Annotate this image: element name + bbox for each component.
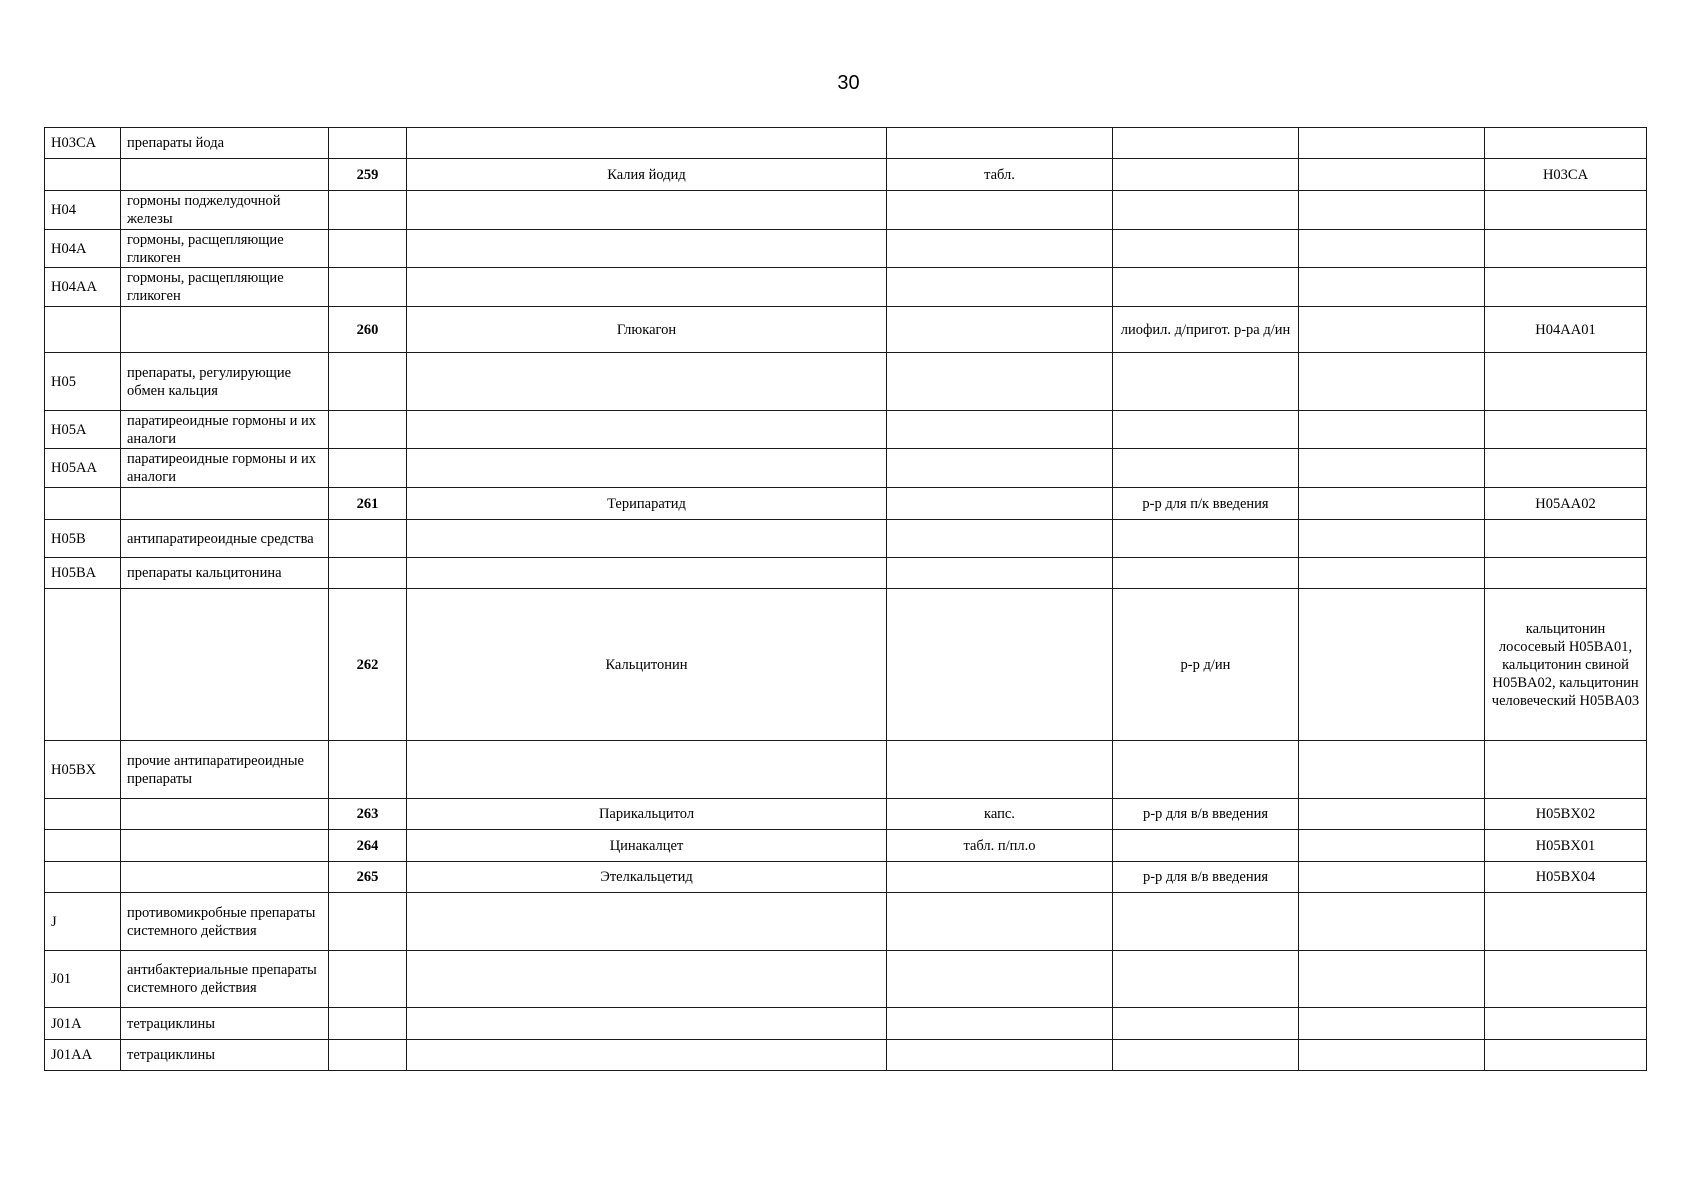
atc-code-cell: H05BX02: [1485, 799, 1647, 830]
ru-code-cell: H05AA: [45, 449, 121, 488]
table-row: [45, 159, 1647, 191]
group-name-cell: гормоны поджелудочной железы: [121, 191, 329, 230]
drug-name-cell: Парикальцитол: [407, 799, 887, 830]
group-name-cell: антипаратиреоидные средства: [121, 520, 329, 558]
dosage-form-cell: [887, 307, 1113, 353]
dosage-form-alt-cell: [1113, 159, 1299, 191]
extra-form-cell: [1299, 159, 1485, 191]
table-row: [45, 353, 1647, 411]
dosage-form-alt-cell: [1113, 449, 1299, 488]
row-number-cell: 264: [329, 830, 407, 862]
drug-name-cell: [407, 411, 887, 449]
row-number-cell: [329, 893, 407, 951]
dosage-form-cell: [887, 411, 1113, 449]
ru-code-cell: H04A: [45, 230, 121, 268]
dosage-form-cell: [887, 589, 1113, 741]
group-name-cell: [121, 589, 329, 741]
drug-name-cell: [407, 230, 887, 268]
atc-code-cell: [1485, 1040, 1647, 1071]
atc-code-cell: кальцитонин лососевый H05BA01, кальцитонин свиной H05BA02, кальцитонин человеческий H05BA03: [1485, 589, 1647, 741]
atc-code-cell: H03CA: [1485, 159, 1647, 191]
table-row: [45, 1008, 1647, 1040]
row-number-cell: 262: [329, 589, 407, 741]
dosage-form-cell: табл.: [887, 159, 1113, 191]
table-row: [45, 191, 1647, 230]
dosage-form-alt-cell: [1113, 1008, 1299, 1040]
atc-code-cell: H05BX01: [1485, 830, 1647, 862]
extra-form-cell: [1299, 191, 1485, 230]
dosage-form-cell: [887, 230, 1113, 268]
ru-code-cell: H05: [45, 353, 121, 411]
ru-code-cell: J01: [45, 951, 121, 1008]
ru-code-cell: J01AA: [45, 1040, 121, 1071]
dosage-form-cell: [887, 558, 1113, 589]
dosage-form-alt-cell: р-р для п/к введения: [1113, 488, 1299, 520]
dosage-form-cell: [887, 741, 1113, 799]
extra-form-cell: [1299, 411, 1485, 449]
group-name-cell: [121, 159, 329, 191]
ru-code-cell: [45, 862, 121, 893]
ru-code-cell: [45, 159, 121, 191]
row-number-cell: 259: [329, 159, 407, 191]
dosage-form-alt-cell: [1113, 520, 1299, 558]
group-name-cell: антибактериальные препараты системного действия: [121, 951, 329, 1008]
atc-code-cell: [1485, 558, 1647, 589]
drug-name-cell: Глюкагон: [407, 307, 887, 353]
ru-code-cell: [45, 488, 121, 520]
group-name-cell: тетрациклины: [121, 1040, 329, 1071]
row-number-cell: [329, 520, 407, 558]
ru-code-cell: H05BX: [45, 741, 121, 799]
row-number-cell: [329, 411, 407, 449]
table-row: [45, 268, 1647, 307]
dosage-form-alt-cell: лиофил. д/пригот. р-ра д/ин: [1113, 307, 1299, 353]
extra-form-cell: [1299, 488, 1485, 520]
drug-name-cell: Терипаратид: [407, 488, 887, 520]
group-name-cell: тетрациклины: [121, 1008, 329, 1040]
dosage-form-cell: [887, 488, 1113, 520]
drug-name-cell: [407, 268, 887, 307]
ru-code-cell: H05BA: [45, 558, 121, 589]
extra-form-cell: [1299, 951, 1485, 1008]
atc-code-cell: [1485, 1008, 1647, 1040]
dosage-form-cell: [887, 893, 1113, 951]
dosage-form-cell: [887, 1040, 1113, 1071]
dosage-form-cell: [887, 520, 1113, 558]
atc-code-cell: H05BX04: [1485, 862, 1647, 893]
extra-form-cell: [1299, 862, 1485, 893]
group-name-cell: прочие антипаратиреоидные препараты: [121, 741, 329, 799]
atc-code-cell: [1485, 191, 1647, 230]
row-number-cell: 260: [329, 307, 407, 353]
row-number-cell: [329, 191, 407, 230]
atc-code-cell: [1485, 268, 1647, 307]
row-number-cell: [329, 1040, 407, 1071]
atc-code-cell: [1485, 951, 1647, 1008]
group-name-cell: [121, 830, 329, 862]
dosage-form-alt-cell: [1113, 558, 1299, 589]
dosage-form-alt-cell: [1113, 268, 1299, 307]
drug-name-cell: [407, 1008, 887, 1040]
drug-name-cell: [407, 558, 887, 589]
ru-code-cell: H03CA: [45, 128, 121, 159]
dosage-form-cell: [887, 1008, 1113, 1040]
atc-code-cell: [1485, 449, 1647, 488]
dosage-form-cell: табл. п/пл.о: [887, 830, 1113, 862]
group-name-cell: паратиреоидные гормоны и их аналоги: [121, 449, 329, 488]
row-number-cell: [329, 268, 407, 307]
page-number: 30: [837, 72, 860, 94]
group-name-cell: противомикробные препараты системного действия: [121, 893, 329, 951]
drug-name-cell: Этелкальцетид: [407, 862, 887, 893]
table-row: [45, 862, 1647, 893]
dosage-form-cell: [887, 353, 1113, 411]
extra-form-cell: [1299, 741, 1485, 799]
ru-code-cell: H04AA: [45, 268, 121, 307]
group-name-cell: [121, 799, 329, 830]
table-row: [45, 520, 1647, 558]
atc-code-cell: [1485, 741, 1647, 799]
extra-form-cell: [1299, 128, 1485, 159]
atc-code-cell: [1485, 230, 1647, 268]
table-row: [45, 589, 1647, 741]
dosage-form-alt-cell: [1113, 411, 1299, 449]
extra-form-cell: [1299, 558, 1485, 589]
row-number-cell: [329, 128, 407, 159]
table-row: [45, 951, 1647, 1008]
extra-form-cell: [1299, 1008, 1485, 1040]
group-name-cell: [121, 307, 329, 353]
table-row: [45, 830, 1647, 862]
dosage-form-cell: капс.: [887, 799, 1113, 830]
table-row: [45, 230, 1647, 268]
extra-form-cell: [1299, 449, 1485, 488]
atc-code-cell: [1485, 353, 1647, 411]
table-row: [45, 799, 1647, 830]
row-number-cell: [329, 449, 407, 488]
group-name-cell: [121, 862, 329, 893]
drug-name-cell: [407, 128, 887, 159]
dosage-form-alt-cell: [1113, 353, 1299, 411]
row-number-cell: [329, 741, 407, 799]
extra-form-cell: [1299, 230, 1485, 268]
dosage-form-alt-cell: [1113, 830, 1299, 862]
extra-form-cell: [1299, 589, 1485, 741]
dosage-form-alt-cell: р-р для в/в введения: [1113, 799, 1299, 830]
atc-code-cell: [1485, 128, 1647, 159]
dosage-form-alt-cell: [1113, 893, 1299, 951]
extra-form-cell: [1299, 1040, 1485, 1071]
group-name-cell: препараты кальцитонина: [121, 558, 329, 589]
extra-form-cell: [1299, 353, 1485, 411]
ru-code-cell: [45, 589, 121, 741]
drug-name-cell: Кальцитонин: [407, 589, 887, 741]
extra-form-cell: [1299, 893, 1485, 951]
ru-code-cell: [45, 307, 121, 353]
row-number-cell: [329, 1008, 407, 1040]
row-number-cell: [329, 558, 407, 589]
row-number-cell: [329, 951, 407, 1008]
ru-code-cell: H05A: [45, 411, 121, 449]
table-row: [45, 128, 1647, 159]
drug-name-cell: Цинакалцет: [407, 830, 887, 862]
dosage-form-cell: [887, 128, 1113, 159]
row-number-cell: 261: [329, 488, 407, 520]
dosage-form-alt-cell: [1113, 191, 1299, 230]
table-row: [45, 449, 1647, 488]
group-name-cell: гормоны, расщепляющие гликоген: [121, 230, 329, 268]
extra-form-cell: [1299, 520, 1485, 558]
table-row: [45, 1040, 1647, 1071]
drug-name-cell: [407, 520, 887, 558]
atc-code-cell: H04AA01: [1485, 307, 1647, 353]
dosage-form-cell: [887, 268, 1113, 307]
dosage-form-alt-cell: [1113, 230, 1299, 268]
group-name-cell: препараты, регулирующие обмен кальция: [121, 353, 329, 411]
table-row: [45, 411, 1647, 449]
row-number-cell: [329, 230, 407, 268]
dosage-form-alt-cell: р-р для в/в введения: [1113, 862, 1299, 893]
extra-form-cell: [1299, 307, 1485, 353]
ru-code-cell: [45, 799, 121, 830]
extra-form-cell: [1299, 268, 1485, 307]
row-number-cell: 263: [329, 799, 407, 830]
dosage-form-cell: [887, 191, 1113, 230]
ru-code-cell: J01A: [45, 1008, 121, 1040]
table-row: [45, 741, 1647, 799]
dosage-form-cell: [887, 951, 1113, 1008]
drug-name-cell: [407, 1040, 887, 1071]
drug-name-cell: [407, 353, 887, 411]
dosage-form-alt-cell: [1113, 951, 1299, 1008]
atc-code-cell: [1485, 411, 1647, 449]
table-row: [45, 893, 1647, 951]
row-number-cell: 265: [329, 862, 407, 893]
ru-code-cell: H05B: [45, 520, 121, 558]
dosage-form-alt-cell: [1113, 128, 1299, 159]
drug-name-cell: [407, 191, 887, 230]
group-name-cell: гормоны, расщепляющие гликоген: [121, 268, 329, 307]
atc-code-cell: [1485, 520, 1647, 558]
ru-code-cell: H04: [45, 191, 121, 230]
extra-form-cell: [1299, 799, 1485, 830]
atc-code-cell: [1485, 893, 1647, 951]
dosage-form-alt-cell: [1113, 1040, 1299, 1071]
drug-name-cell: [407, 449, 887, 488]
drug-name-cell: [407, 893, 887, 951]
table-row: [45, 307, 1647, 353]
group-name-cell: [121, 488, 329, 520]
group-name-cell: препараты йода: [121, 128, 329, 159]
table-row: [45, 488, 1647, 520]
table-row: [45, 558, 1647, 589]
drug-name-cell: [407, 951, 887, 1008]
ru-code-cell: [45, 830, 121, 862]
dosage-form-cell: [887, 862, 1113, 893]
dosage-form-cell: [887, 449, 1113, 488]
ru-code-cell: J: [45, 893, 121, 951]
extra-form-cell: [1299, 830, 1485, 862]
drug-list-table: [44, 127, 1647, 1071]
row-number-cell: [329, 353, 407, 411]
atc-code-cell: H05AA02: [1485, 488, 1647, 520]
dosage-form-alt-cell: р-р д/ин: [1113, 589, 1299, 741]
drug-name-cell: [407, 741, 887, 799]
dosage-form-alt-cell: [1113, 741, 1299, 799]
drug-name-cell: Калия йодид: [407, 159, 887, 191]
group-name-cell: паратиреоидные гормоны и их аналоги: [121, 411, 329, 449]
